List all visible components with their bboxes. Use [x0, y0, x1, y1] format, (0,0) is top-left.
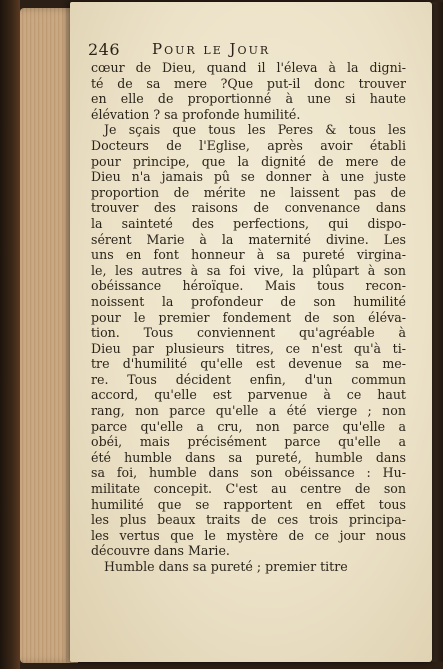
text-line: rang, non parce qu'elle a été vierge ; non: [91, 403, 406, 419]
text-line: sérent Marie à la maternité divine. Les: [91, 231, 406, 247]
page-number: 246: [88, 40, 121, 59]
text-line: noissent la profondeur de son humilité: [91, 293, 406, 309]
text-line: Dieu n'a jamais pû se donner à une juste: [91, 169, 406, 185]
text-line: uns en font honneur à sa pureté virgina-: [91, 247, 406, 263]
text-line: élévation ? sa profonde humilité.: [91, 106, 301, 122]
text-line: humilité que se rapportent en effet tous: [91, 496, 406, 512]
running-head: Pour le Jour: [152, 40, 271, 58]
text-line: militate concepit. C'est au centre de son: [91, 481, 406, 497]
body-text: [88, 60, 406, 575]
text-line: parce qu'elle a cru, non parce qu'elle a: [91, 418, 406, 434]
text-line: Humble dans sa pureté ; premier titre: [104, 559, 348, 574]
text-line: re. Tous décident enfin, d'un commun: [91, 371, 406, 387]
facing-cover-edge: [432, 2, 443, 662]
book-page: [70, 2, 432, 662]
book-binding: [0, 0, 20, 669]
text-line: obéi, mais précisément parce qu'elle a: [91, 434, 406, 450]
text-line: pour le premier fondement de son éléva-: [91, 309, 406, 325]
text-line: Je sçais que tous les Peres & tous les: [104, 122, 406, 138]
text-line: accord, qu'elle est parvenue à ce haut: [91, 387, 406, 403]
text-line: les plus beaux traits de ces trois principa-: [91, 512, 406, 528]
text-line: les vertus que le mystère de ce jour nous: [91, 527, 406, 543]
text-line: tre d'humilité qu'elle est devenue sa me-: [91, 356, 406, 372]
text-line: té de sa mere ?Que put-il donc trouver: [91, 75, 406, 91]
text-line: pour principe, que la dignité de mere de: [91, 153, 406, 169]
text-line: le, les autres à sa foi vive, la plûpart à son: [91, 262, 406, 278]
text-line: tion. Tous conviennent qu'agréable à: [91, 325, 406, 341]
text-line: en elle de proportionné à une si haute: [91, 91, 406, 107]
text-line: cœur de Dieu, quand il l'éleva à la digni-: [91, 60, 406, 75]
text-line: sa foi, humble dans son obéissance : Hu-: [91, 465, 406, 481]
text-line: été humble dans sa pureté, humble dans: [91, 449, 406, 465]
text-line: trouver des raisons de convenance dans: [91, 200, 406, 216]
page-header: [88, 40, 406, 60]
text-line: proportion de mérite ne laissent pas de: [91, 184, 406, 200]
text-line: la sainteté des perfections, qui dispo-: [91, 215, 406, 231]
text-line: découvre dans Marie.: [91, 543, 230, 559]
text-line: obéissance héroïque. Mais tous recon-: [91, 278, 406, 294]
text-line: Docteurs de l'Eglise, après avoir établi: [91, 137, 406, 153]
text-line: Dieu par plusieurs titres, ce n'est qu'à ti-: [91, 340, 406, 356]
